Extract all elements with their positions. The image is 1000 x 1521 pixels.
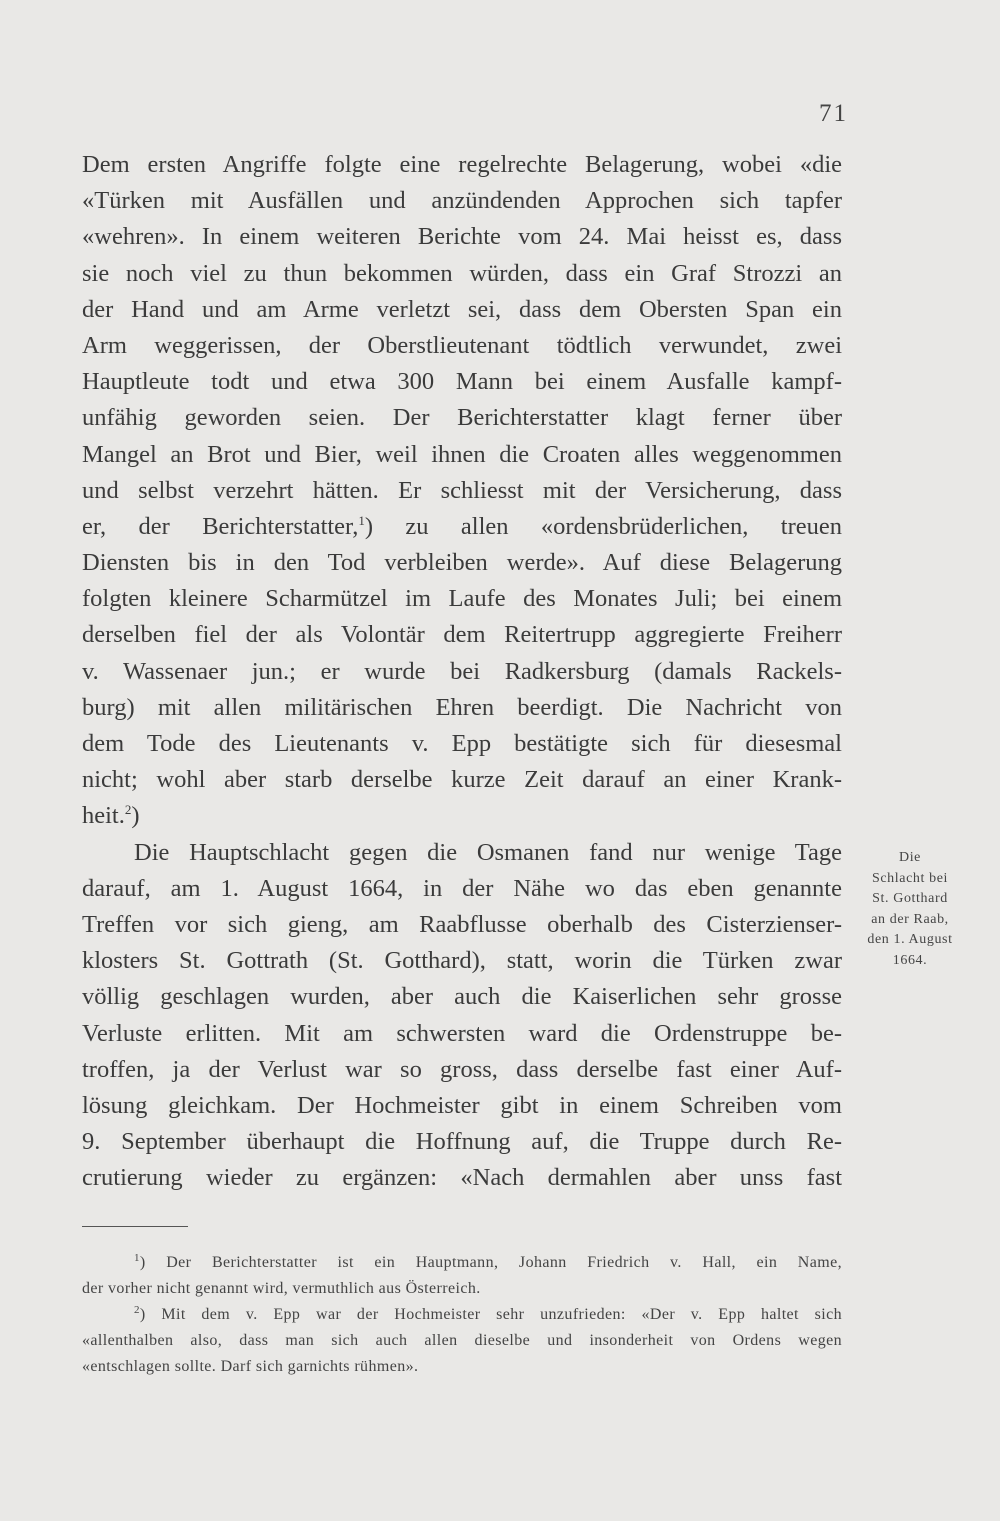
- footnotes: [82, 1250, 842, 1380]
- text-line: Arm weggerissen, der Oberstlieutenant tödtlich verwundet, zwei: [82, 331, 842, 359]
- body-text: [82, 147, 842, 1196]
- footnote-2-mark: 2: [134, 1304, 140, 1316]
- text-line: der Hand und am Arme verletzt sei, dass dem Obersten Span ein: [82, 295, 842, 323]
- text-line: troffen, ja der Verlust war so gross, dass derselbe fast einer Auf-: [82, 1055, 842, 1083]
- text-line: crutierung wieder zu ergänzen: «Nach dermahlen aber unss fast: [82, 1164, 842, 1192]
- footnote-2-line: «allenthalben also, dass man sich auch allen dieselbe und insonderheit von Ordens wegen: [82, 1332, 842, 1349]
- footnote-2-line: «entschlagen sollte. Darf sich garnichts rühmen».: [82, 1358, 419, 1375]
- text-line: nicht; wohl aber starb derselbe kurze Zeit darauf an einer Krank-: [82, 766, 842, 794]
- text-line: Verluste erlitten. Mit am schwersten ward die Ordenstruppe be-: [82, 1019, 842, 1047]
- text-line: Die Hauptschlacht gegen die Osmanen fand nur wenige Tage: [134, 838, 842, 866]
- footnote-text: ) Der Berichterstatter ist ein Hauptmann, Johann Friedrich v. Hall, ein Name,: [139, 1254, 842, 1271]
- text-line: folgten kleinere Scharmützel im Laufe des Monates Juli; bei einem: [82, 585, 842, 613]
- text-line: völlig geschlagen wurden, aber auch die Kaiserlichen sehr grosse: [82, 983, 842, 1011]
- text-line: dem Tode des Lieutenants v. Epp bestätigte sich für diesesmal: [82, 730, 842, 757]
- margin-note-line: an der Raab,: [871, 911, 949, 927]
- text-line: darauf, am 1. August 1664, in der Nähe wo das eben genannte: [82, 874, 842, 902]
- text-line: Treffen vor sich gieng, am Raabflusse oberhalb des Cisterzienser-: [82, 910, 842, 938]
- margin-note-line: Die: [898, 850, 921, 865]
- text-segment: er, der Berichterstatter,: [82, 512, 359, 540]
- footnote-ref-1: 1: [358, 512, 365, 528]
- footnote-text: ) Mit dem v. Epp war der Hochmeister sehr unzufrieden: «Der v. Epp haltet sich: [139, 1306, 842, 1323]
- text-line: klosters St. Gottrath (St. Gotthard), statt, worin die Türken zwar: [82, 947, 842, 975]
- text-segment: heit.: [82, 802, 125, 830]
- footnote-ref-paren: ): [131, 802, 140, 830]
- margin-note-line: den 1. August: [867, 932, 953, 947]
- text-line: 9. September überhaupt die Hoffnung auf, die Truppe durch Re-: [82, 1128, 842, 1156]
- text-line: burg) mit allen militärischen Ehren beerdigt. Die Nachricht von: [82, 693, 842, 721]
- footnote-ref-paren: ): [364, 512, 374, 540]
- text-line: derselben fiel der als Volontär dem Reitertrupp aggregierte Freiherr: [82, 621, 842, 649]
- page-number: 71: [819, 100, 848, 127]
- text-line: unfähig geworden seien. Der Berichterstatter klagt ferner über: [82, 404, 842, 432]
- text-line: und selbst verzehrt hätten. Er schliesst mit der Versicherung, dass: [82, 476, 842, 504]
- text-line: «Türken mit Ausfällen und anzündenden Approchen sich tapfer: [82, 187, 842, 215]
- margin-note-line: St. Gotthard: [872, 891, 948, 906]
- footnote-ref-2: 2: [124, 802, 132, 818]
- margin-note-line: Schlacht bei: [871, 870, 948, 886]
- footnote-1-line: der vorher nicht genannt wird, vermuthlich aus Österreich.: [82, 1280, 481, 1297]
- text-line: Hauptleute todt und etwa 300 Mann bei einem Ausfalle kampf-: [82, 368, 842, 396]
- margin-note-line: 1664.: [892, 952, 928, 968]
- footnote-divider: [82, 1226, 188, 1227]
- footnote-1-line: [82, 1250, 842, 1276]
- margin-note: [852, 848, 968, 971]
- text-line: Diensten bis in den Tod verbleiben werde». Auf diese Belagerung: [82, 549, 842, 577]
- text-segment: zu allen «ordensbrüderlichen, treuen: [373, 512, 842, 540]
- text-line: v. Wassenaer jun.; er wurde bei Radkersburg (damals Rackels-: [82, 657, 842, 685]
- footnote-1-mark: 1: [134, 1252, 140, 1264]
- text-line-with-footnote-ref: [82, 509, 842, 545]
- text-line: Dem ersten Angriffe folgte eine regelrechte Belagerung, wobei «die: [82, 151, 842, 178]
- text-line: lösung gleichkam. Der Hochmeister gibt in einem Schreiben vom: [82, 1091, 842, 1119]
- footnote-2-line: [82, 1302, 842, 1328]
- text-line: Mangel an Brot und Bier, weil ihnen die Croaten alles weggenommen: [82, 440, 842, 468]
- text-line-with-footnote-ref: [82, 798, 842, 834]
- text-line: sie noch viel zu thun bekommen würden, dass ein Graf Strozzi an: [82, 259, 842, 287]
- text-line: «wehren». In einem weiteren Berichte vom 24. Mai heisst es, dass: [82, 223, 842, 251]
